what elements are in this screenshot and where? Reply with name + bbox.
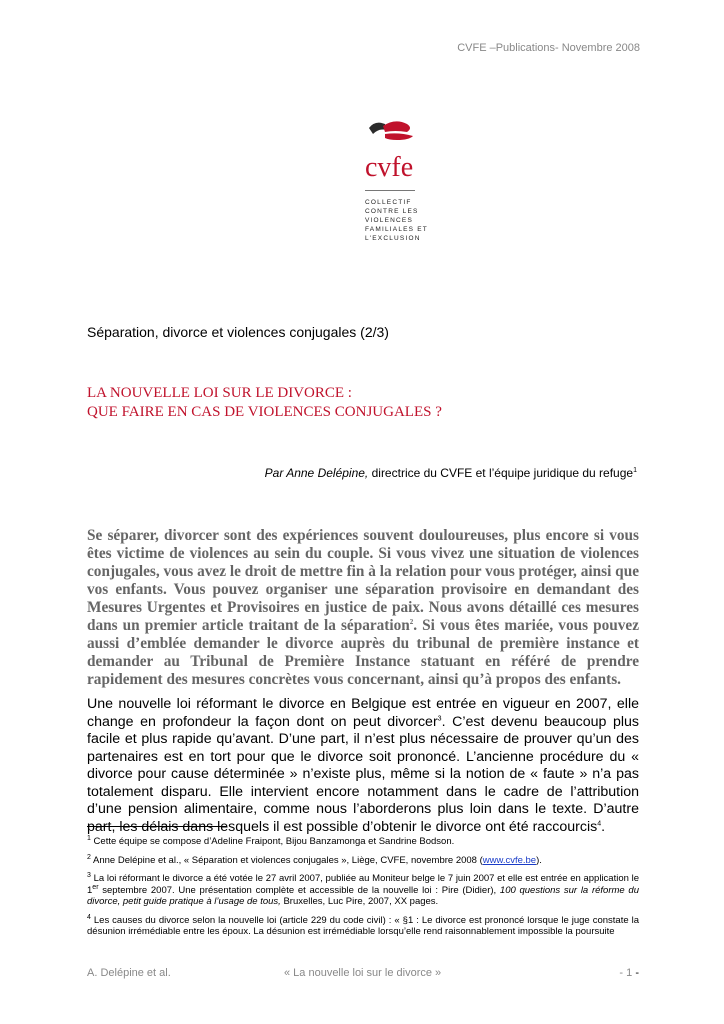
intro-paragraph: Se séparer, divorcer sont des expériences souvent douloureuses, plus encore si vous êtes victime de violences au sein du couple. Si vous vivez une situation de violences conjugales, vous avez le droit de mettre fin à la relation pour vous protéger, ainsi que vos enfants. Vous pouvez organiser une séparation provisoire en demandant des Mesures Urgentes et Provisoires en justice de paix. Nous avons détaillé ces mesures dans un premier article traitant de la séparation$^2$. Si vous êtes mariée, vous pouvez aussi d’emblée demander le divorce auprès du tribunal de première instance et demander au Tribunal de Première Instance statuant en référé de prendre rapidement des mesures concrètes vous concernant, ainsi qu’à propos des enfants. (87, 527, 639, 688)
footnote-ref-2: 2 (409, 617, 414, 626)
byline (265, 466, 637, 480)
document-title: LA NOUVELLE LOI SUR LE DIVORCE : QUE FAIRE EN CAS DE VIOLENCES CONJUGALES ? (87, 385, 442, 420)
footer-title: « La nouvelle loi sur le divorce » (284, 967, 442, 979)
footnotes (87, 836, 639, 945)
footer-authors: A. Delépine et al. (87, 967, 171, 979)
footnote-ref-4: 4 (597, 819, 602, 827)
footnote-2: $^2$ Anne Delépine et al., « Séparation et violences conjugales », Liège, CVFE, novembre 2008 (www.cvfe.be). (87, 853, 542, 866)
cvfe-logo (355, 110, 428, 250)
footnote-ref-1: 1 (633, 467, 637, 474)
cvfe-website-link[interactable]: www.cvfe.be (482, 854, 537, 866)
cvfe-logo-mark (355, 110, 423, 190)
page-number: - 1 - (619, 967, 639, 979)
footnote-ref-3: 3 (437, 714, 442, 722)
page-header: CVFE –Publications- Novembre 2008 (457, 42, 640, 54)
footnote-4: $^4$ Les causes du divorce selon la nouvelle loi (article 229 du code civil) : « §1 : Le divorce est prononcé lorsque le juge constate la désunion irrémédiable entre les époux. La désunion est irrémédiable lorsqu’elle rend raisonnablement impossible la poursuite (87, 913, 639, 937)
footnote-3: $^3$ La loi réformant le divorce a été votée le 27 avril 2007, publiée au Moniteur belge le 7 juin 2007 et elle est entrée en application le 1er septembre 2007. Une présentation complète et accessible de la nouvelle loi : Pire (Didier), 100 questions sur la réforme du divorce, petit guide pratique à l’usage de tous, Bruxelles, Luc Pire, 2007, XX pages. (87, 871, 639, 907)
logo-divider (365, 190, 415, 191)
footnote-separator (87, 826, 227, 827)
author-name: Par Anne Delépine, (264, 466, 369, 480)
body-paragraph: Une nouvelle loi réformant le divorce en Belgique est entrée en vigueur en 2007, elle change en profondeur la façon dont on peut divorcer$^3$. C’est devenu beaucoup plus facile et plus rapide qu’avant. D’une part, il n’est plus nécessaire de prouver qu’un des partenaires est en tort pour que le divorce soit prononcé. L’ancienne procédure du « divorce pour cause déterminée » n’existe plus, même si la notion de « faute » n’a pas totalement disparu. Elle intervient encore notamment dans le cadre de l’attribution d’une pension alimentaire, comme nous l’aborderons plus loin dans le texte. D’autre part, les délais dans lesquels il est possible d’obtenir le divorce ont été raccourcis$^4$. (87, 696, 639, 835)
logo-tagline: COLLECTIF CONTRE LES VIOLENCES FAMILIALES ET L'EXCLUSION (365, 199, 428, 242)
author-role: directrice du CVFE et l’équipe juridique du refuge (368, 466, 634, 480)
document-subject: Séparation, divorce et violences conjugales (2/3) (87, 324, 389, 340)
footnote-1: $^1$ Cette équipe se compose d’Adeline Fraipont, Bijou Banzamonga et Sandrine Bodson. (87, 834, 455, 847)
logo-wordmark: cvfe (365, 152, 414, 183)
